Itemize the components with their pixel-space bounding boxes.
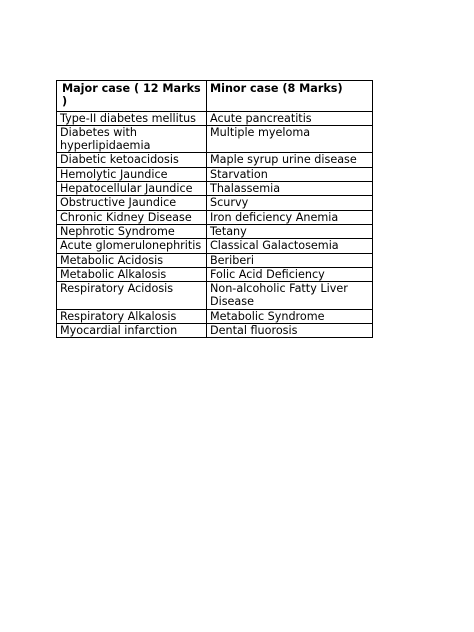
table-row: [57, 253, 373, 267]
major-case-cell: Myocardial infarction: [57, 324, 207, 338]
minor-case-cell: Tetany: [207, 224, 373, 238]
cases-table: [56, 80, 373, 338]
minor-case-cell: Thalassemia: [207, 182, 373, 196]
major-case-cell: Metabolic Acidosis: [57, 253, 207, 267]
major-case-cell: Metabolic Alkalosis: [57, 267, 207, 281]
table-row: [57, 309, 373, 323]
table-row: [57, 210, 373, 224]
major-case-header: Major case ( 12 Marks ): [57, 81, 207, 112]
major-case-cell: Diabetic ketoacidosis: [57, 153, 207, 167]
minor-case-cell: Iron deficiency Anemia: [207, 210, 373, 224]
major-case-cell: Respiratory Acidosis: [57, 282, 207, 310]
minor-case-cell: Acute pancreatitis: [207, 111, 373, 125]
table-row: [57, 111, 373, 125]
table-row: [57, 167, 373, 181]
table-row: [57, 224, 373, 238]
minor-case-cell: Folic Acid Deficiency: [207, 267, 373, 281]
major-case-cell: Respiratory Alkalosis: [57, 309, 207, 323]
major-case-cell: Type-II diabetes mellitus: [57, 111, 207, 125]
major-case-cell: Nephrotic Syndrome: [57, 224, 207, 238]
minor-case-cell: Beriberi: [207, 253, 373, 267]
table-row: [57, 324, 373, 338]
minor-case-header: Minor case (8 Marks): [207, 81, 373, 112]
major-case-cell: Acute glomerulonephritis: [57, 239, 207, 253]
major-case-cell: Diabetes with hyperlipidaemia: [57, 125, 207, 153]
minor-case-cell: Dental fluorosis: [207, 324, 373, 338]
table-row: [57, 153, 373, 167]
minor-case-cell: Scurvy: [207, 196, 373, 210]
table-row: [57, 125, 373, 153]
minor-case-cell: Classical Galactosemia: [207, 239, 373, 253]
table-row: [57, 239, 373, 253]
table-header-row: [57, 81, 373, 112]
minor-case-cell: Starvation: [207, 167, 373, 181]
table-row: [57, 267, 373, 281]
table-row: [57, 182, 373, 196]
minor-case-cell: Multiple myeloma: [207, 125, 373, 153]
minor-case-cell: Metabolic Syndrome: [207, 309, 373, 323]
major-case-cell: Hepatocellular Jaundice: [57, 182, 207, 196]
table-row: [57, 282, 373, 310]
minor-case-cell: Maple syrup urine disease: [207, 153, 373, 167]
major-case-cell: Hemolytic Jaundice: [57, 167, 207, 181]
major-case-cell: Chronic Kidney Disease: [57, 210, 207, 224]
table-row: [57, 196, 373, 210]
major-case-cell: Obstructive Jaundice: [57, 196, 207, 210]
minor-case-cell: Non-alcoholic Fatty Liver Disease: [207, 282, 373, 310]
